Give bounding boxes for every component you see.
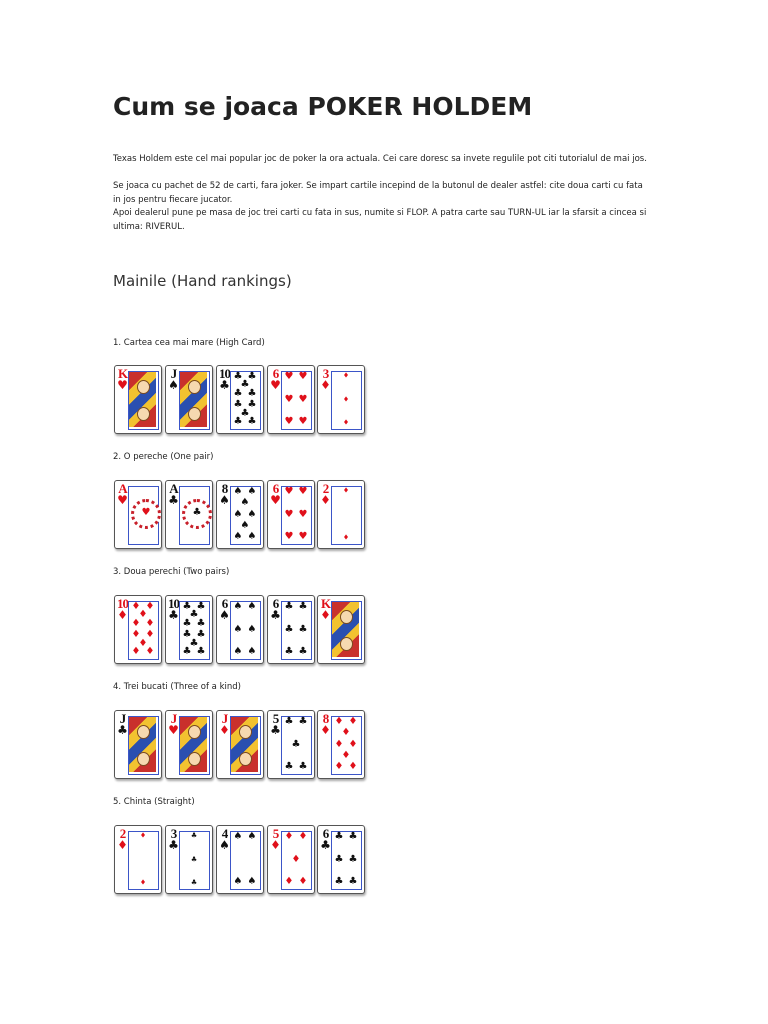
club-icon: ♣ <box>182 600 192 612</box>
playing-card-4-spade <box>216 825 264 894</box>
club-icon: ♣ <box>247 370 257 382</box>
rules-line-deal: Se joaca cu pachet de 52 de carti, fara joker. Se impart cartile incepind de la butonul de dealer astfel: cite doua carti cu fata in jos pentru fiecare jucator. <box>113 181 643 205</box>
club-icon: ♣ <box>182 617 192 629</box>
diamond-icon: ♦ <box>145 646 155 658</box>
card-rank: 3 <box>322 366 329 381</box>
card-rank: A <box>118 481 127 496</box>
playing-card-3-diamond <box>317 365 365 434</box>
heart-icon: ♥ <box>168 723 179 737</box>
heart-icon: ♥ <box>270 493 281 507</box>
spade-icon: ♠ <box>233 531 243 543</box>
card-rank: 5 <box>272 711 279 726</box>
spade-icon: ♠ <box>247 508 257 520</box>
club-icon: ♣ <box>270 608 281 622</box>
intro-paragraph: Texas Holdem este cel mai popular joc de poker la ora actuala. Cei care doresc sa invete regulile pot citi tutorialul de mai jos. <box>113 154 647 164</box>
card-rank: 2 <box>322 481 329 496</box>
card-rank: 6 <box>322 826 329 841</box>
playing-card-6-club <box>267 595 315 664</box>
card-corner-index <box>219 367 230 391</box>
club-icon: ♣ <box>233 416 243 428</box>
diamond-icon: ♦ <box>334 715 344 727</box>
heart-icon: ♥ <box>298 393 308 405</box>
club-icon: ♣ <box>348 830 358 842</box>
card-rank: J <box>170 711 177 726</box>
heart-icon: ♥ <box>284 370 294 382</box>
playing-card-6-heart <box>267 480 315 549</box>
heart-icon: ♥ <box>298 508 308 520</box>
card-corner-index <box>219 712 230 736</box>
heart-icon: ♥ <box>284 416 294 428</box>
club-icon: ♣ <box>298 646 308 658</box>
club-icon: ♣ <box>284 600 294 612</box>
club-icon: ♣ <box>196 600 206 612</box>
card-rank: K <box>320 596 331 611</box>
card-rank: 10 <box>219 366 230 381</box>
card-rank: A <box>169 481 178 496</box>
hand-label: 5. Chinta (Straight) <box>113 797 195 807</box>
diamond-icon: ♦ <box>320 608 331 622</box>
heart-icon: ♥ <box>298 416 308 428</box>
diamond-icon: ♦ <box>348 715 358 727</box>
spade-icon: ♠ <box>247 531 257 543</box>
diamond-icon: ♦ <box>138 637 148 649</box>
card-corner-index <box>270 367 281 391</box>
diamond-icon: ♦ <box>291 853 301 865</box>
diamond-icon: ♦ <box>320 723 331 737</box>
card-frame <box>179 716 210 775</box>
card-corner-index <box>219 597 230 621</box>
diamond-icon: ♦ <box>139 831 147 840</box>
heart-icon: ♥ <box>270 378 281 392</box>
playing-card-j-heart <box>165 710 213 779</box>
hand-label: 4. Trei bucati (Three of a kind) <box>113 682 241 692</box>
spade-icon: ♠ <box>219 838 230 852</box>
card-corner-index <box>219 482 230 506</box>
diamond-icon: ♦ <box>298 876 308 888</box>
card-row <box>114 480 374 550</box>
ace-medallion <box>182 499 212 529</box>
card-corner-index <box>270 597 281 621</box>
card-pips <box>282 486 310 543</box>
diamond-icon: ♦ <box>348 761 358 773</box>
rules-paragraph <box>113 180 653 234</box>
card-corner-index <box>320 827 331 851</box>
card-corner-index <box>320 482 331 506</box>
club-icon: ♣ <box>298 600 308 612</box>
card-frame <box>179 371 210 430</box>
card-pips <box>282 716 310 773</box>
playing-card-j-spade <box>165 365 213 434</box>
diamond-icon: ♦ <box>117 608 128 622</box>
heart-icon: ♥ <box>298 485 308 497</box>
card-corner-index <box>320 712 331 736</box>
spade-icon: ♠ <box>247 876 257 888</box>
club-icon: ♣ <box>190 831 198 840</box>
card-frame <box>128 371 159 430</box>
spade-icon: ♠ <box>247 830 257 842</box>
club-icon: ♣ <box>190 855 198 863</box>
club-icon: ♣ <box>284 715 294 727</box>
card-corner-index <box>168 597 179 621</box>
playing-card-2-diamond <box>114 825 162 894</box>
hand-label: 3. Doua perechi (Two pairs) <box>113 567 230 577</box>
diamond-icon: ♦ <box>342 371 350 380</box>
diamond-icon: ♦ <box>131 646 141 658</box>
card-rank: 2 <box>119 826 126 841</box>
card-pips <box>332 716 360 773</box>
playing-card-8-spade <box>216 480 264 549</box>
diamond-icon: ♦ <box>320 493 331 507</box>
heart-icon: ♥ <box>117 493 128 507</box>
card-corner-index <box>117 482 128 506</box>
card-rank: 10 <box>168 596 179 611</box>
card-rank: 6 <box>272 481 279 496</box>
card-pips <box>180 831 208 888</box>
playing-card-8-diamond <box>317 710 365 779</box>
card-pips <box>282 371 310 428</box>
diamond-icon: ♦ <box>341 749 351 761</box>
diamond-icon: ♦ <box>270 838 281 852</box>
card-corner-index <box>117 597 128 621</box>
section-title: Mainile (Hand rankings) <box>113 272 292 290</box>
card-pips <box>231 831 259 888</box>
club-icon: ♣ <box>189 609 199 621</box>
card-rank: 10 <box>117 596 128 611</box>
card-pips <box>332 486 360 543</box>
club-icon: ♣ <box>348 876 358 888</box>
card-pips <box>129 601 157 658</box>
spade-icon: ♠ <box>168 378 179 392</box>
club-icon: ♣ <box>247 387 257 399</box>
club-icon: ♣ <box>270 723 281 737</box>
playing-card-j-diamond <box>216 710 264 779</box>
playing-card-10-club <box>216 365 264 434</box>
card-pips <box>231 371 259 428</box>
diamond-icon: ♦ <box>348 738 358 750</box>
spade-icon: ♠ <box>233 600 243 612</box>
card-frame <box>128 716 159 775</box>
heart-icon: ♥ <box>284 531 294 543</box>
spade-icon: ♠ <box>233 646 243 658</box>
card-rank: 6 <box>221 596 228 611</box>
playing-card-a-heart <box>114 480 162 549</box>
card-corner-index <box>270 712 281 736</box>
playing-card-5-diamond <box>267 825 315 894</box>
card-corner-index <box>168 482 179 506</box>
club-icon: ♣ <box>334 876 344 888</box>
card-pips <box>231 486 259 543</box>
card-corner-index <box>117 712 128 736</box>
playing-card-10-diamond <box>114 595 162 664</box>
card-corner-index <box>117 367 128 391</box>
heart-icon: ♥ <box>298 370 308 382</box>
card-rank: 6 <box>272 366 279 381</box>
spade-icon: ♠ <box>233 508 243 520</box>
card-rank: 6 <box>272 596 279 611</box>
spade-icon: ♠ <box>219 493 230 507</box>
diamond-icon: ♦ <box>342 395 350 403</box>
spade-icon: ♠ <box>247 623 257 635</box>
card-corner-index <box>270 482 281 506</box>
spade-icon: ♠ <box>247 600 257 612</box>
diamond-icon: ♦ <box>342 533 350 542</box>
card-rank: J <box>221 711 228 726</box>
club-icon: ♣ <box>284 646 294 658</box>
card-pips <box>282 601 310 658</box>
club-icon: ♣ <box>168 608 179 622</box>
club-icon: ♣ <box>291 738 301 750</box>
card-corner-index <box>270 827 281 851</box>
card-corner-index <box>320 597 331 621</box>
club-icon: ♣ <box>189 637 199 649</box>
page-title: Cum se joaca POKER HOLDEM <box>113 92 533 121</box>
playing-card-6-heart <box>267 365 315 434</box>
diamond-icon: ♦ <box>298 830 308 842</box>
spade-icon: ♠ <box>247 485 257 497</box>
hand-label: 2. O pereche (One pair) <box>113 452 214 462</box>
club-icon: ♣ <box>348 853 358 865</box>
diamond-icon: ♦ <box>342 418 350 427</box>
club-icon: ♣ <box>196 617 206 629</box>
diamond-icon: ♦ <box>131 617 141 629</box>
club-icon: ♣ <box>298 761 308 773</box>
playing-card-6-club <box>317 825 365 894</box>
diamond-icon: ♦ <box>341 727 351 739</box>
heart-icon: ♥ <box>117 378 128 392</box>
diamond-icon: ♦ <box>342 486 350 495</box>
club-icon: ♣ <box>192 507 202 518</box>
spade-icon: ♠ <box>219 608 230 622</box>
card-pips <box>129 831 157 888</box>
playing-card-j-club <box>114 710 162 779</box>
rules-line-board: Apoi dealerul pune pe masa de joc trei carti cu fata in sus, numite si FLOP. A patra carte sau TURN-UL iar la sfarsit a cincea si ultima: RIVERUL. <box>113 208 647 232</box>
heart-icon: ♥ <box>298 531 308 543</box>
card-rank: J <box>119 711 126 726</box>
spade-icon: ♠ <box>247 646 257 658</box>
club-icon: ♣ <box>240 379 250 391</box>
playing-card-2-diamond <box>317 480 365 549</box>
club-icon: ♣ <box>247 416 257 428</box>
playing-card-3-club <box>165 825 213 894</box>
diamond-icon: ♦ <box>131 629 141 641</box>
card-row <box>114 595 374 665</box>
club-icon: ♣ <box>182 646 192 658</box>
club-icon: ♣ <box>196 646 206 658</box>
club-icon: ♣ <box>233 387 243 399</box>
diamond-icon: ♦ <box>131 600 141 612</box>
card-rank: 5 <box>272 826 279 841</box>
club-icon: ♣ <box>320 838 331 852</box>
heart-icon: ♥ <box>284 485 294 497</box>
card-pips <box>332 371 360 428</box>
club-icon: ♣ <box>182 629 192 641</box>
diamond-icon: ♦ <box>117 838 128 852</box>
card-row <box>114 710 374 780</box>
card-rank: 3 <box>170 826 177 841</box>
club-icon: ♣ <box>298 623 308 635</box>
diamond-icon: ♦ <box>138 609 148 621</box>
club-icon: ♣ <box>233 399 243 411</box>
club-icon: ♣ <box>334 830 344 842</box>
club-icon: ♣ <box>168 493 179 507</box>
card-corner-index <box>168 712 179 736</box>
card-frame <box>230 716 261 775</box>
card-pips <box>231 601 259 658</box>
diamond-icon: ♦ <box>139 878 147 887</box>
club-icon: ♣ <box>219 378 230 392</box>
diamond-icon: ♦ <box>145 600 155 612</box>
diamond-icon: ♦ <box>334 761 344 773</box>
card-row <box>114 825 374 895</box>
club-icon: ♣ <box>117 723 128 737</box>
playing-card-5-club <box>267 710 315 779</box>
club-icon: ♣ <box>240 407 250 419</box>
card-rank: 4 <box>221 826 228 841</box>
club-icon: ♣ <box>298 715 308 727</box>
spade-icon: ♠ <box>240 497 250 509</box>
club-icon: ♣ <box>196 629 206 641</box>
diamond-icon: ♦ <box>334 738 344 750</box>
card-corner-index <box>320 367 331 391</box>
heart-icon: ♥ <box>284 393 294 405</box>
card-corner-index <box>168 367 179 391</box>
diamond-icon: ♦ <box>284 876 294 888</box>
club-icon: ♣ <box>284 761 294 773</box>
diamond-icon: ♦ <box>145 617 155 629</box>
heart-icon: ♥ <box>141 507 151 518</box>
diamond-icon: ♦ <box>145 629 155 641</box>
club-icon: ♣ <box>247 399 257 411</box>
diamond-icon: ♦ <box>284 830 294 842</box>
card-pips <box>282 831 310 888</box>
card-frame <box>331 601 362 660</box>
spade-icon: ♠ <box>233 830 243 842</box>
card-rank: 8 <box>322 711 329 726</box>
ace-medallion <box>131 499 161 529</box>
card-corner-index <box>117 827 128 851</box>
diamond-icon: ♦ <box>320 378 331 392</box>
card-row <box>114 365 374 435</box>
hand-label: 1. Cartea cea mai mare (High Card) <box>113 338 265 348</box>
playing-card-10-club <box>165 595 213 664</box>
card-pips <box>332 831 360 888</box>
card-pips <box>180 601 208 658</box>
playing-card-6-spade <box>216 595 264 664</box>
spade-icon: ♠ <box>233 485 243 497</box>
card-corner-index <box>168 827 179 851</box>
card-rank: K <box>117 366 128 381</box>
club-icon: ♣ <box>334 853 344 865</box>
card-corner-index <box>219 827 230 851</box>
club-icon: ♣ <box>168 838 179 852</box>
playing-card-k-heart <box>114 365 162 434</box>
playing-card-k-diamond <box>317 595 365 664</box>
spade-icon: ♠ <box>233 876 243 888</box>
diamond-icon: ♦ <box>219 723 230 737</box>
spade-icon: ♠ <box>233 623 243 635</box>
card-rank: 8 <box>221 481 228 496</box>
club-icon: ♣ <box>190 878 198 887</box>
club-icon: ♣ <box>284 623 294 635</box>
club-icon: ♣ <box>233 370 243 382</box>
spade-icon: ♠ <box>240 519 250 531</box>
card-rank: J <box>170 366 177 381</box>
playing-card-a-club <box>165 480 213 549</box>
heart-icon: ♥ <box>284 508 294 520</box>
